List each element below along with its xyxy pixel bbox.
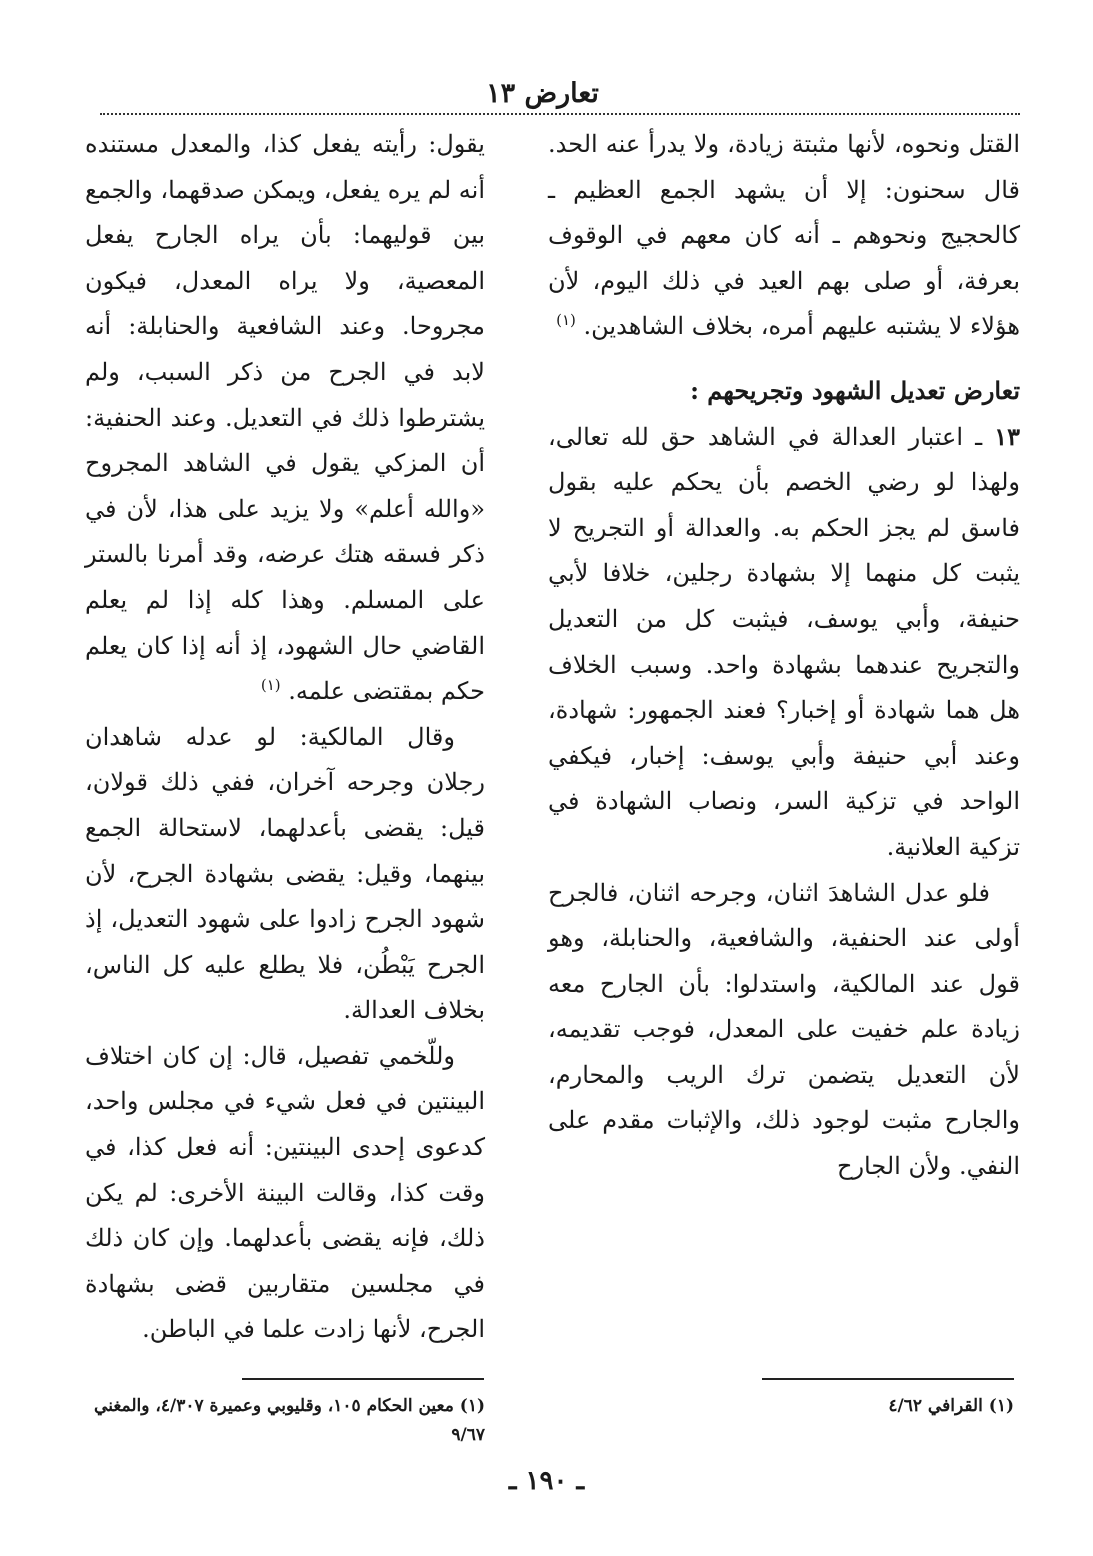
footnote: (١) معين الحكام ١٠٥، وقليوبي وعميرة ٤/٣٠٧، والمغني ٩/٦٧: [94, 1396, 485, 1445]
footnote-reference: (١): [260, 676, 281, 695]
paragraph-text: القتل ونحوه، لأنها مثبتة زيادة، ولا يدرأ عنه الحد. قال سحنون: إلا أن يشهد الجمع العظيم ـ كالحجيج ونحوهم ـ أنه كان معهم في الوقوف بعرفة، أو صلى بهم العيد في ذلك اليوم، لأن هؤلاء لا يشتبه عليهم أمره، بخلاف الشاهدين.: [548, 130, 1020, 341]
paragraph: فلو عدل الشاهدَ اثنان، وجرحه اثنان، فالجرح أولى عند الحنفية، والشافعية، والحنابلة، وهو قول عند المالكية، واستدلوا: بأن الجارح معه زيادة علم خفيت على المعدل، فوجب تقديمه، لأن التعديل يتضمن ترك الريب والمحارم، والجارح مثبت لوجود ذلك، والإثبات مقدم على النفي. ولأن الجارح: [548, 878, 1020, 1181]
paragraph: [85, 122, 485, 715]
right-column: [548, 122, 1020, 1190]
paragraph-text: ـ اعتبار العدالة في الشاهد حق لله تعالى، ولهذا لو رضي الخصم بأن يحكم عليه بقول فاسق لم يجز الحكم به. والعدالة أو التجريح لا يثبت كل منهما إلا بشهادة رجلين، خلافا لأبي حنيفة، وأبي يوسف، فيثبت كل من التعديل والتجريح عندهما بشهادة واحد. وسبب الخلاف هل هما شهادة أو إخبار؟ فعند الجمهور: شهادة، وعند أبي حنيفة وأبي يوسف: إخبار، فيكفي الواحد في تزكية السر، ونصاب الشهادة في تزكية العلانية.: [548, 422, 1020, 861]
paragraph: وقال المالكية: لو عدله شاهدان رجلان وجرحه آخران، ففي ذلك قولان، قيل: يقضى بأعدلهما، لاستحالة الجمع بينهما، وقيل: يقضى بشهادة الجرح، لأن شهود الجرح زادوا على شهود التعديل، إذ الجرح يَبْطُن، فلا يطلع عليه كل الناس، بخلاف العدالة.: [85, 722, 485, 1025]
left-column: [85, 122, 485, 1353]
paragraph: وللّخمي تفصيل، قال: إن كان اختلاف البينتين في فعل شيء في مجلس واحد، كدعوى إحدى البينتين: أنه فعل كذا، في وقت كذا، وقالت البينة الأخرى: لم يكن ذلك، فإنه يقضى بأعدلهما. وإن كان ذلك في مجلسين متقاربين قضى بشهادة الجرح، لأنها زادت علما في الباطن.: [85, 1041, 485, 1344]
page-number: ـ ١٩٠ ـ: [508, 1466, 585, 1496]
footnote-divider: [762, 1378, 1014, 1380]
footnote-divider: [242, 1378, 484, 1380]
footnote: (١) القرافي ٤/٦٢: [888, 1396, 1014, 1416]
paragraph: [548, 122, 1020, 350]
paragraph: [548, 414, 1020, 871]
footnote-reference: (١): [556, 311, 576, 330]
section-heading: تعارض تعديل الشهود وتجريحهم :: [690, 375, 1020, 405]
page-header: [60, 78, 1025, 109]
header-title: تعارض ١٣: [486, 78, 599, 109]
header-divider: [100, 113, 1020, 115]
paragraph-number: ١٣: [994, 421, 1020, 451]
paragraph-text: يقول: رأيته يفعل كذا، والمعدل مستنده أنه لم يره يفعل، ويمكن صدقهما، والجمع بين قوليهما: بأن يراه الجارح يفعل المعصية، ولا يراه المعدل، فيكون مجروحا. وعند الشافعية والحنابلة: أنه لابد في الجرح من ذكر السبب، ولم يشترطوا ذلك في التعديل. وعند الحنفية: أن المزكي يقول في الشاهد المجروح «والله أعلم» ولا يزيد على هذا، لأن في ذكر فسقه هتك عرضه، وقد أمرنا بالستر على المسلم. وهذا كله إذا لم يعلم القاضي حال الشهود، إذ أنه إذا كان يعلم حكم بمقتضى علمه.: [85, 130, 485, 706]
